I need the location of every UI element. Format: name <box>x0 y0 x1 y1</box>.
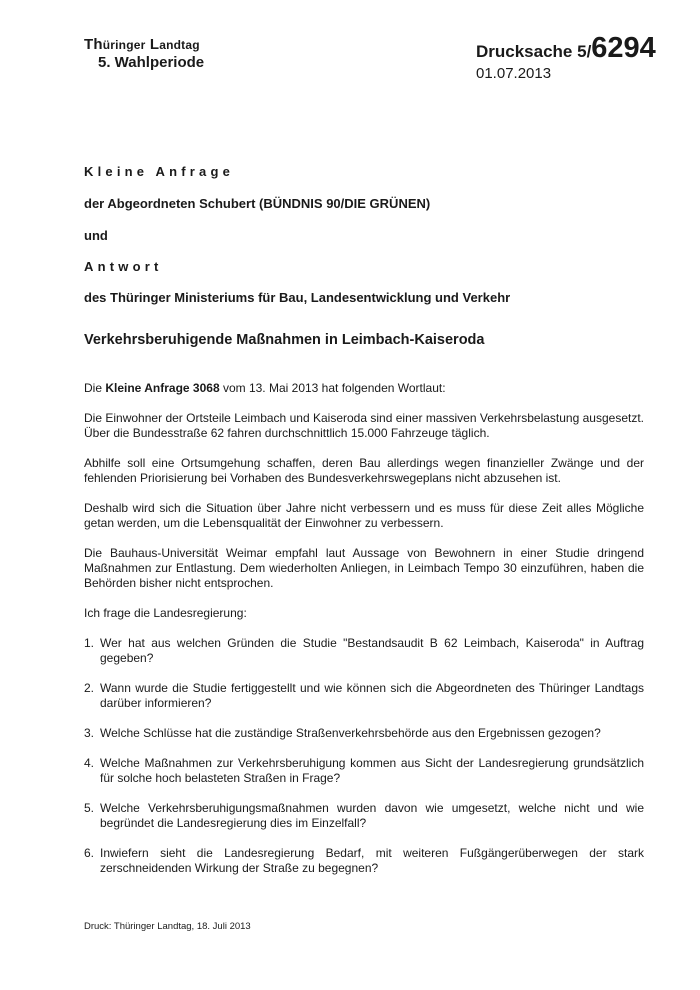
drucksache-line <box>476 33 656 68</box>
question-text: Welche Verkehrsberuhigungsmaßnahmen wurden davon wie umgesetzt, welche nicht und wie begründet die Landesregierung dies im Einzelfall? <box>100 801 644 830</box>
question-number: 4. <box>84 756 95 770</box>
question-list <box>84 636 644 876</box>
print-footer: Druck: Thüringer Landtag, 18. Juli 2013 <box>84 921 251 932</box>
document-date: 01.07.2013 <box>476 65 552 82</box>
question-number: 2. <box>84 681 95 695</box>
question-number: 6. <box>84 846 95 860</box>
header-left <box>84 36 204 72</box>
question-text: Inwiefern sieht die Landesregierung Bedarf, mit weiteren Fußgängerüberwegen der stark zerschneidenden Wirkung der Straße zu begegnen? <box>100 846 644 875</box>
document-title: Verkehrsberuhigende Maßnahmen in Leimbach-Kaiseroda <box>84 332 485 348</box>
drucksache-label: Drucksache 5/ <box>476 42 592 61</box>
body-paragraph: Deshalb wird sich die Situation über Jahre nicht verbessern und es muss für diese Zeit alles Mögliche getan werden, um die Lebensqualität der Einwohner zu verbessern. <box>84 501 644 530</box>
question-item <box>84 846 644 876</box>
question-item <box>84 681 644 711</box>
header-right <box>476 33 656 82</box>
question-item <box>84 756 644 786</box>
question-intro: Ich frage die Landesregierung: <box>84 606 247 620</box>
legislative-period: 5. Wahlperiode <box>98 54 205 71</box>
kleine-anfrage-heading: Kleine Anfrage <box>84 164 235 179</box>
ministry-line: des Thüringer Ministeriums für Bau, Landesentwicklung und Verkehr <box>84 290 511 305</box>
question-item <box>84 726 644 741</box>
document-body <box>84 381 644 891</box>
inquiry-reference: Kleine Anfrage 3068 <box>105 381 220 395</box>
question-text: Wann wurde die Studie fertiggestellt und wie können sich die Abgeordneten des Thüringer Landtags darüber informieren? <box>100 681 644 710</box>
body-paragraph: Die Einwohner der Ortsteile Leimbach und Kaiseroda sind einer massiven Verkehrsbelastung ausgesetzt. Über die Bundesstraße 62 fahren durchschnittlich 15.000 Fahrzeuge täglich. <box>84 411 644 440</box>
body-paragraph: Abhilfe soll eine Ortsumgehung schaffen, deren Bau allerdings wegen finanzieller Zwänge und der fehlenden Priorisierung bei Vorhaben des Bundesverkehrswegeplans nicht abzusehen ist. <box>84 456 644 485</box>
question-item <box>84 636 644 666</box>
author-line: der Abgeordneten Schubert (BÜNDNIS 90/DIE GRÜNEN) <box>84 196 431 211</box>
und-line: und <box>84 228 108 243</box>
question-number: 3. <box>84 726 95 740</box>
question-number: 1. <box>84 636 95 650</box>
question-number: 5. <box>84 801 95 815</box>
drucksache-number: 6294 <box>591 32 656 64</box>
lead-paragraph: Die Kleine Anfrage 3068 vom 13. Mai 2013 hat folgenden Wortlaut: <box>84 381 446 395</box>
question-text: Welche Schlüsse hat die zuständige Straßenverkehrsbehörde aus den Ergebnissen gezogen? <box>100 726 601 740</box>
antwort-heading: Antwort <box>84 259 163 274</box>
question-text: Welche Maßnahmen zur Verkehrsberuhigung kommen aus Sicht der Landesregierung grundsätzlich für solche hoch belasteten Straßen in Frage? <box>100 756 644 785</box>
question-item <box>84 801 644 831</box>
parliament-name: Thüringer Landtag <box>84 36 200 53</box>
question-text: Wer hat aus welchen Gründen die Studie "Bestandsaudit B 62 Leimbach, Kaiseroda" in Auftrag gegeben? <box>100 636 644 665</box>
body-paragraph: Die Bauhaus-Universität Weimar empfahl laut Aussage von Bewohnern in einer Studie dringend Maßnahmen zur Entlastung. Dem wiederholten Anliegen, in Leimbach Tempo 30 einzuführen, haben die Behörden bisher nicht entsprochen. <box>84 546 644 590</box>
